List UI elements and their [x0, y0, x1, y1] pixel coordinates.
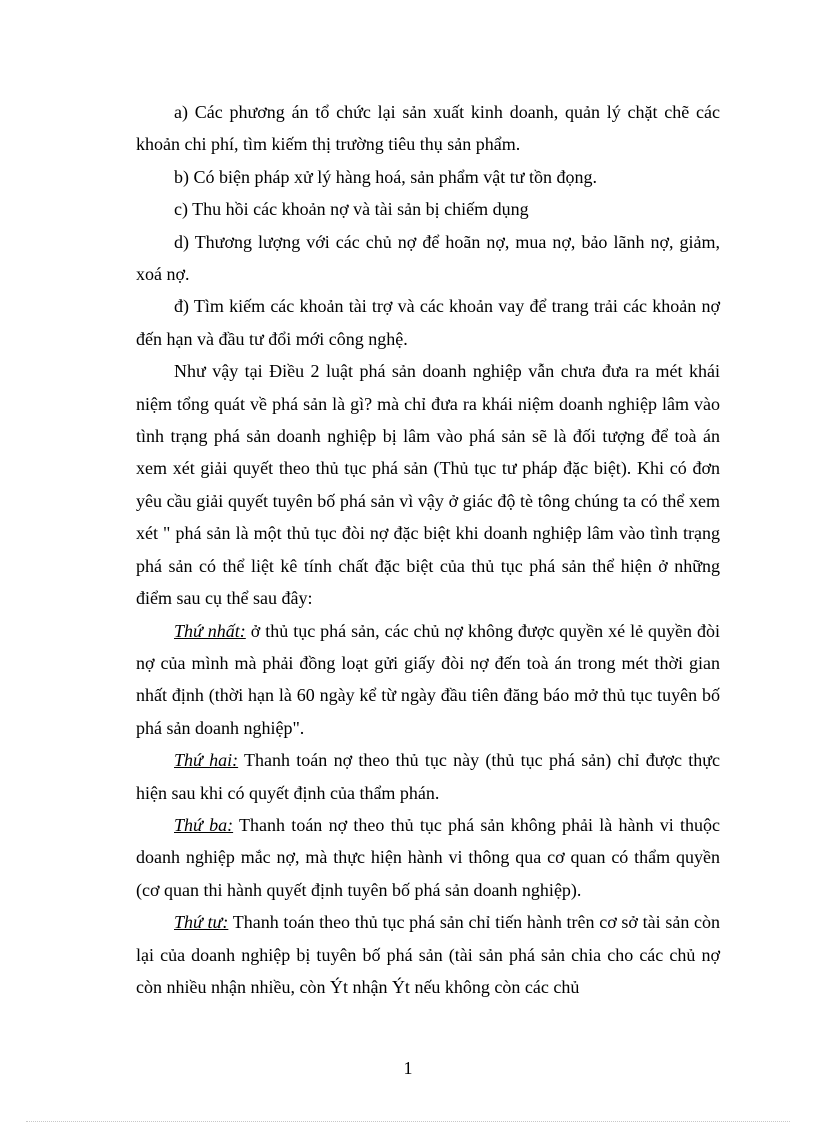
point-fourth-text: Thanh toán theo thủ tục phá sản chỉ tiến hành trên cơ sở tài sản còn lại của doanh nghiệp bị tuyên bố phá sản (tài sản phá sản chia cho các chủ nợ còn nhiều nhận nhiều, còn Ýt nhận Ýt nếu không còn các chủ	[136, 912, 721, 997]
paragraph-c: c) Thu hồi các khoản nợ và tài sản bị chiếm dụng	[174, 199, 529, 220]
page-bottom-divider	[26, 1121, 790, 1122]
point-second	[136, 744, 720, 809]
point-third-text: Thanh toán nợ theo thủ tục phá sản không phải là hành vi thuộc doanh nghiệp mắc nợ, mà thực hiện hành vi thông qua cơ quan có thẩm quyền (cơ quan thi hành quyết định tuyên bố phá sản doanh nghiệp).	[136, 814, 721, 900]
point-fourth	[136, 906, 720, 1003]
document-body	[136, 96, 720, 1003]
point-first-text: ở thủ tục phá sản, các chủ nợ không được quyền xé lẻ quyền đòi nợ của mình mà phải đồng loạt gửi giấy đòi nợ đến toà án trong mét thời gian nhất định (thời hạn là 60 ngày kể từ ngày đầu tiên đăng báo mở thủ tục tuyên bố phá sản doanh nghiệp".	[136, 620, 720, 738]
point-first-label: Thứ nhất:	[174, 620, 246, 641]
paragraph-a: a) Các phương án tổ chức lại sản xuất kinh doanh, quản lý chặt chẽ các khoản chi phí, tìm kiếm thị trường tiêu thụ sản phẩm.	[136, 102, 720, 155]
paragraph-dd: đ) Tìm kiếm các khoản tài trợ và các khoản vay để trang trải các khoản nợ đến hạn và đầu tư đổi mới công nghệ.	[136, 296, 720, 349]
point-fourth-label: Thứ tư:	[174, 912, 229, 933]
point-third	[136, 809, 720, 906]
point-first	[136, 615, 720, 745]
page-number: 1	[403, 1058, 413, 1078]
paragraph-d: d) Thương lượng với các chủ nợ để hoãn nợ, mua nợ, bảo lãnh nợ, giảm, xoá nợ.	[136, 231, 720, 285]
paragraph-summary: Như vậy tại Điều 2 luật phá sản doanh nghiệp vẫn chưa đưa ra mét khái niệm tổng quát về phá sản là gì? mà chỉ đưa ra khái niệm doanh nghiệp lâm vào tình trạng phá sản doanh nghiệp bị lâm vào phá sản sẽ là đối tượng để toà án xem xét giải quyết theo thủ tục phá sản (Thủ tục tư pháp đặc biệt). Khi có đơn yêu cầu giải quyết tuyên bố phá sản vì vậy ở giác độ tè tông chúng ta có thể xem xét " phá sản là một thủ tục đòi nợ đặc biệt khi doanh nghiệp lâm vào tình trạng phá sản có thể liệt kê tính chất đặc biệt của thủ tục phá sản thể hiện ở những điểm sau cụ thể sau đây:	[136, 361, 720, 609]
point-third-label: Thứ ba:	[174, 814, 234, 835]
point-second-text: Thanh toán nợ theo thủ tục này (thủ tục phá sản) chỉ được thực hiện sau khi có quyết định của thẩm phán.	[136, 750, 721, 803]
point-second-label: Thứ hai:	[174, 750, 239, 771]
paragraph-b: b) Có biện pháp xử lý hàng hoá, sản phẩm vật tư tồn đọng.	[174, 166, 597, 187]
